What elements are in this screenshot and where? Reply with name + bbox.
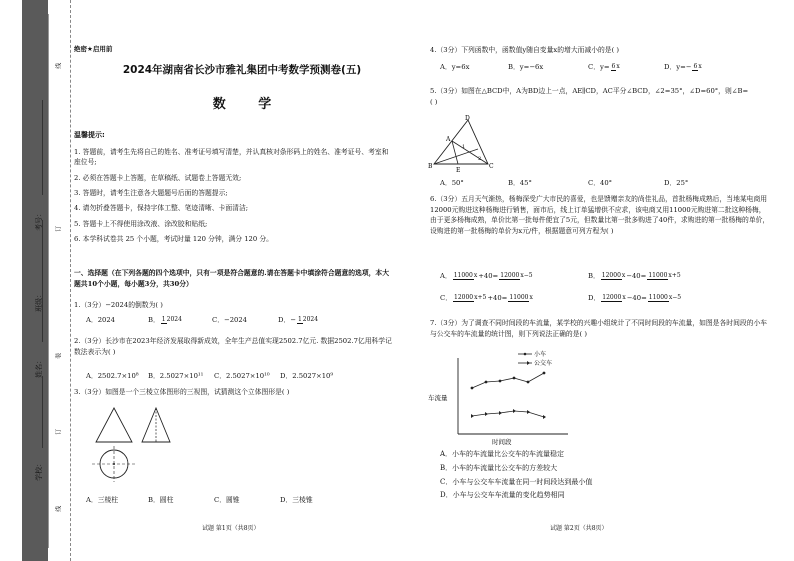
y-axis-label: 车流量	[428, 394, 448, 402]
notice-list	[74, 147, 392, 249]
strip-mark: 装	[55, 352, 63, 359]
option-a[interactable]: A．三棱柱	[86, 496, 119, 504]
cut-line	[70, 0, 71, 561]
question-3: 3.（3分）如图是一个三棱立体图形的三视图，试猜测这个立体图形是( )	[74, 388, 290, 396]
question-2-options	[86, 372, 333, 380]
question-6-options-ab	[440, 272, 682, 280]
question-4-options	[440, 63, 703, 71]
school-line	[42, 376, 43, 448]
school-field[interactable]: 学校：	[34, 459, 43, 481]
question-7-options	[440, 450, 592, 500]
option-c[interactable]: C．40°	[588, 179, 613, 187]
option-a[interactable]: A．2502.7×10⁸	[86, 372, 139, 380]
front-view-triangle	[96, 408, 132, 442]
label-b: B	[428, 163, 433, 170]
option-b[interactable]: B．2.5027×10¹¹	[148, 372, 204, 380]
triangle-figure	[428, 114, 498, 178]
question-4: 4.（3分）下列函数中，函数值y随自变量x的增大而减小的是( )	[430, 46, 620, 54]
option-b[interactable]: B．y=−6x	[508, 63, 544, 71]
x-axis-label: 时间段	[492, 438, 512, 446]
option-b[interactable]: B．圆柱	[148, 496, 174, 504]
question-1: 1.（3分）−2024的倒数为( )	[74, 301, 163, 309]
option-d[interactable]: D．三棱锥	[280, 496, 313, 504]
option-d[interactable]: D．y=− 6x	[664, 62, 702, 71]
page-footer: 试题 第1页（共8页）	[202, 525, 260, 532]
notice-item: 1. 答题前，请考生先将自己的姓名、准考证号填写清楚，并认真核对条形码上的姓名、准考证号、考室和座位号;	[74, 148, 389, 167]
option-d[interactable]: D．− 12024	[278, 315, 319, 324]
confidential-label: 绝密★启用前	[74, 45, 113, 53]
class-field[interactable]: 班级：	[34, 290, 43, 312]
option-a[interactable]: A．50°	[440, 179, 464, 187]
exam-page-2	[428, 0, 774, 561]
label-c: C	[489, 163, 494, 170]
option-c[interactable]: C．y= 6x	[588, 62, 620, 71]
strip-mark: 订	[55, 428, 63, 435]
option-c[interactable]: C．小车与公交车车流量在同一时间段达到最小值	[440, 477, 593, 486]
option-b[interactable]: B．小车的车流量比公交车的方差较大	[440, 463, 558, 472]
option-d[interactable]: D．25°	[664, 179, 689, 187]
question-7: 7.（3分）为了调查不同时间段的车流量，某学校的兴趣小组统计了不同时间段的车流量，如图是各时间段的小车与公交车的车流量的统计图，则下列说法正确的是( )	[430, 319, 768, 338]
legend-bus: 公交车	[534, 360, 553, 367]
exam-number-line	[42, 100, 43, 195]
student-info-strip	[8, 0, 70, 561]
label-angle-2: 2	[478, 156, 482, 162]
name-field[interactable]: 姓名：	[34, 356, 43, 378]
traffic-chart	[428, 348, 578, 446]
option-b[interactable]: B． 12000x−40= 11000x+5	[588, 271, 681, 280]
notice-item: 3. 答题时，请考生注意各大题题号后面的答题提示;	[74, 188, 228, 197]
option-a[interactable]: A．2024	[86, 316, 116, 324]
option-c[interactable]: C． 12000x+5+40= 11000x	[440, 293, 533, 302]
option-a[interactable]: A．y=6x	[440, 63, 470, 71]
label-a: A	[446, 136, 451, 143]
question-6-options-cd	[440, 294, 682, 302]
option-b[interactable]: B．45°	[508, 179, 532, 187]
car-series-line	[472, 373, 544, 388]
legend-car: 小车	[534, 351, 547, 358]
question-5: 5.（3分）如图在△BCD中，A为BD边上一点，AE∥CD，AC平分∠BCD，∠2=35°，∠D=60°，则∠B=( )	[430, 87, 749, 106]
label-d: D	[465, 115, 470, 122]
strip-mark: 线	[55, 62, 63, 69]
option-d[interactable]: D． 12000x−40= 11000x−5	[588, 293, 682, 302]
label-angle-1: 1	[462, 144, 466, 150]
notice-item: 2. 必须在答题卡上答题，在草稿纸、试题卷上答题无效;	[74, 173, 242, 182]
notice-item: 5. 答题卡上不得使用涂改液、涂改胶和贴纸;	[74, 219, 208, 228]
question-3-options	[86, 496, 313, 504]
option-a[interactable]: A．小车的车流量比公交车的车流量稳定	[440, 450, 565, 458]
notice-item: 6. 本学科试卷共 25 个小题，考试时量 120 分钟，满分 120 分。	[74, 235, 273, 244]
section-heading: 一、选择题（在下列各题的四个选项中，只有一项是符合题意的.请在答题卡中填涂符合题意的选项，本大题共10个小题，每小题3分，共30分）	[74, 269, 390, 288]
option-a[interactable]: A． 11000x+40= 12000x−5	[440, 271, 533, 280]
question-1-options	[86, 316, 319, 324]
label-e: E	[456, 167, 461, 174]
notice-title: 温馨提示:	[74, 131, 105, 139]
option-c[interactable]: C．2.5027×10¹⁰	[214, 372, 270, 380]
exam-page-1	[72, 0, 412, 561]
page-footer: 试题 第2页（共8页）	[550, 525, 608, 532]
question-5-options	[440, 179, 688, 187]
strip-mark: 线	[55, 505, 63, 512]
subject-title: 数 学	[212, 97, 286, 112]
notice-item: 4. 请勿折叠答题卡，保持字体工整、笔迹清晰、卡面清洁;	[74, 204, 249, 213]
question-6: 6.（3分）五月天气渐热，杨梅深受广大市民的喜爱，也是馈赠亲友的尚佳礼品，首批杨梅成熟后，当地某电商用12000元购进这种杨梅进行销售，面市后，线上订单猛增供不应求，该电商又用11000元购进第二批这种杨梅，由于更多杨梅成熟，单价比第一批每件便宜了5元，但数量比第一批多购进了40件，求购进的第一批杨梅的单价，设购进的第一批杨梅的单价为x元/件，根据题意可列方程为( )	[430, 195, 770, 235]
exam-title: 2024年湖南省长沙市雅礼集团中考数学预测卷(五)	[122, 64, 362, 76]
bus-series-line	[472, 411, 544, 417]
option-c[interactable]: C．−2024	[212, 316, 247, 324]
three-view-figure	[90, 404, 180, 488]
strip-mark: 订	[55, 225, 63, 232]
option-d[interactable]: D．2.5027×10⁹	[280, 372, 334, 380]
option-d[interactable]: D．小车与公交车车流量的变化趋势相同	[440, 491, 565, 500]
exam-number-field[interactable]: 考号：	[34, 209, 43, 231]
car-series-points	[471, 372, 546, 390]
option-c[interactable]: C．圆锥	[214, 496, 240, 504]
question-2: 2.（3分）长沙市在2023年经济发展取得新成效，全年生产总值实现2502.7亿元. 数据2502.7亿用科学记数法表示为( )	[74, 337, 392, 356]
option-b[interactable]: B． 12024	[148, 315, 182, 324]
